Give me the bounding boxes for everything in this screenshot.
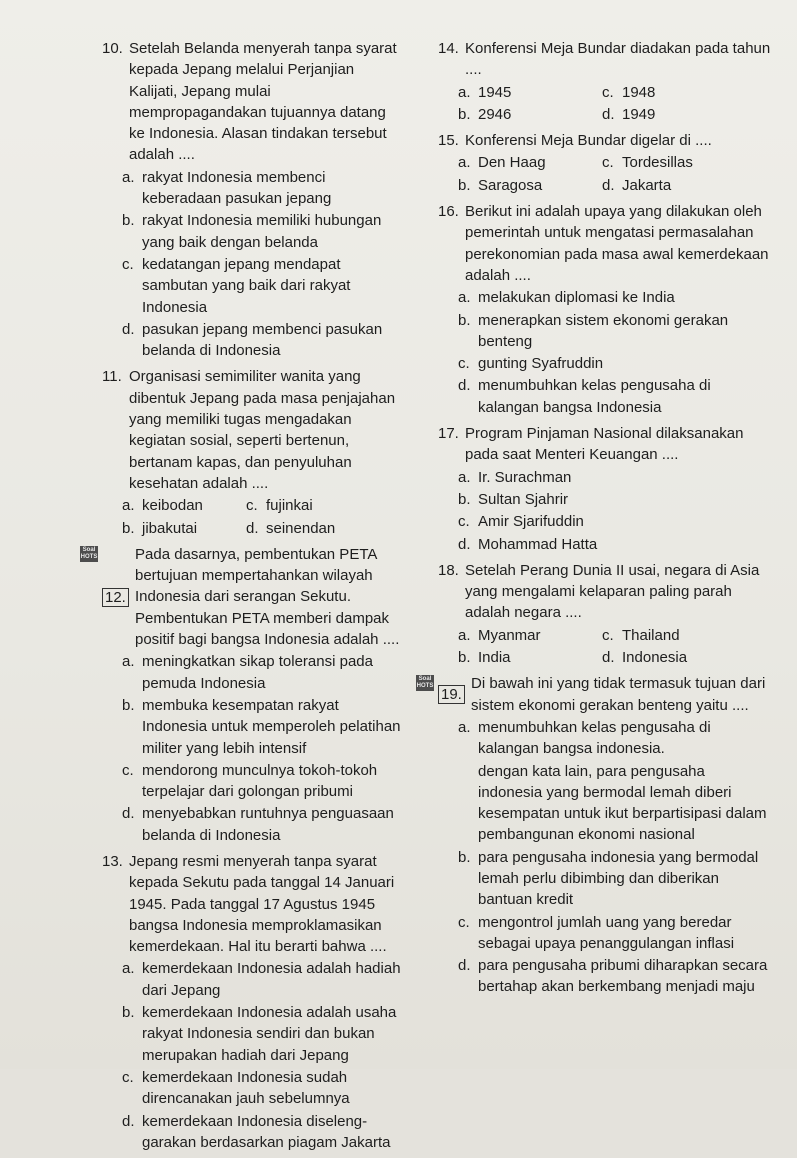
option-d: d. Indonesia — [602, 649, 688, 667]
question-14 — [438, 38, 772, 125]
question-number: 19. — [438, 685, 465, 704]
option-b: b. Saragosa — [458, 176, 543, 194]
question-number: 15. — [438, 132, 459, 150]
question-11 — [102, 366, 404, 538]
option-a-continued: dengan kata lain, para pengusaha indonesia yang bermodal lemah diberi kesempatan untuk ikut berpartisipasi dalam pembangunan ekonomi nasional — [478, 762, 767, 844]
question-10 — [102, 38, 404, 361]
option-a: a. menumbuhkan kelas pengusaha di kalangan bangsa indonesia. — [458, 718, 711, 758]
option-a: a. rakyat Indonesia membenci keberadaan pasukan jepang — [122, 168, 332, 208]
option-a: a. meningkatkan sikap toleransi pada pemuda Indonesia — [122, 653, 373, 692]
option-c: c. gunting Syafruddin — [458, 355, 604, 373]
question-text: Organisasi semimiliter wanita yang dibentuk Jepang pada masa penjajahan yang memiliki tugas mengadakan kegiatan sosial, seperti bertenun, bertanam kapas, dan penyuluhan kesehatan adalah .... — [129, 368, 396, 492]
question-text: Berikut ini adalah upaya yang dilakukan oleh pemerintah untuk mengatasi permasalahan perekonomian pada masa awal kemerdekaan adalah .... — [465, 203, 769, 284]
option-c: c. Tordesillas — [602, 154, 693, 172]
option-c: c. kedatangan jepang mendapat sambutan yang baik dari rakyat Indonesia — [122, 255, 351, 316]
option-b: b. jibakutai — [122, 519, 198, 537]
option-d: d. menumbuhkan kelas pengusaha di kalangan bangsa Indonesia — [458, 377, 711, 416]
question-number: 14. — [438, 40, 459, 57]
question-text: Setelah Perang Dunia II usai, negara di Asia yang mengalami kelaparan paling parah adalah negara .... — [465, 561, 760, 622]
question-13 — [102, 851, 404, 1153]
option-c: c. kemerdekaan Indonesia sudah direncanakan jauh sebelumnya — [122, 1068, 350, 1108]
option-d: d. menyebabkan runtuhnya penguasaan belanda di Indonesia — [122, 805, 394, 844]
option-d: d. pasukan jepang membenci pasukan belanda di Indonesia — [122, 320, 383, 360]
option-c: c. Thailand — [602, 626, 680, 644]
option-a: a. Myanmar — [458, 626, 541, 644]
option-a: a. 1945 — [458, 83, 512, 101]
option-c: c. 1948 — [602, 83, 656, 101]
option-b: b. India — [458, 649, 511, 667]
right-column — [416, 38, 772, 1003]
question-19 — [416, 673, 772, 997]
option-b: b. Sultan Sjahrir — [458, 490, 569, 508]
option-a: a. kemerdekaan Indonesia adalah hadiah dari Jepang — [122, 960, 401, 999]
question-text: Program Pinjaman Nasional dilaksanakan pada saat Menteri Keuangan .... — [465, 425, 744, 464]
question-text: Jepang resmi menyerah tanpa syarat kepada Sekutu pada tanggal 14 Januari 1945. Pada tanggal 17 Agustus 1945 bangsa Indonesia memproklamasikan kemerdekaan. Hal itu berarti bahwa .... — [129, 852, 395, 956]
option-a: a. Den Haag — [458, 154, 546, 172]
left-column — [80, 38, 404, 1158]
option-c: c. fujinkai — [246, 497, 313, 515]
question-text: Di bawah ini yang tidak termasuk tujuan dari sistem ekonomi gerakan benteng yaitu .... — [471, 675, 766, 714]
option-d: d. seinendan — [246, 519, 336, 537]
option-a: a. Ir. Surachman — [458, 468, 572, 486]
option-c: c. mendorong munculnya tokoh-tokoh terpelajar dari golongan pribumi — [122, 761, 378, 801]
question-number: 17. — [438, 425, 459, 443]
option-b: b. 2946 — [458, 105, 512, 123]
question-15 — [438, 130, 772, 196]
option-c: c. mengontrol jumlah uang yang beredar sebagai upaya penanggulangan inflasi — [458, 913, 735, 952]
option-a: a. melakukan diplomasi ke India — [458, 289, 675, 307]
question-12 — [80, 544, 404, 846]
option-b: b. kemerdekaan Indonesia adalah usaha rakyat Indonesia sendiri dan bukan merupakan hadiah dari Jepang — [122, 1004, 397, 1064]
option-b: b. membuka kesempatan rakyat Indonesia untuk memperoleh pelatihan militer yang lebih intensif — [122, 696, 401, 757]
hots-badge: Soal HOTS — [80, 546, 98, 560]
option-b: b. para pengusaha indonesia yang bermodal lemah perlu dibimbing dan diberikan bantuan kredit — [458, 848, 759, 909]
question-18 — [438, 560, 772, 668]
question-number: 10. — [102, 40, 123, 57]
question-text: Setelah Belanda menyerah tanpa syarat kepada Jepang melalui Perjanjian Kalijati, Jepang mulai mempropagandakan tujuannya datang ke Indonesia. Alasan tindakan tersebut adalah .... — [129, 40, 397, 164]
option-a: a. keibodan — [122, 497, 203, 515]
option-d: d. para pengusaha pribumi diharapkan secara bertahap akan berkembang menjadi maju — [458, 957, 768, 996]
question-number: 16. — [438, 203, 459, 221]
question-16 — [438, 201, 772, 418]
option-b: b. rakyat Indonesia memiliki hubungan yang baik dengan belanda — [122, 212, 382, 251]
option-b: b. menerapkan sistem ekonomi gerakan benteng — [458, 311, 729, 350]
hots-badge: Soal HOTS — [416, 676, 434, 690]
question-number: 13. — [102, 852, 123, 870]
question-text: Pada dasarnya, pembentukan PETA bertujuan mempertahankan wilayah Indonesia dari serangan Sekutu. Pembentukan PETA memberi dampak positif bagi bangsa Indonesia adalah .... — [135, 545, 400, 649]
question-text: Konferensi Meja Bundar diadakan pada tahun .... — [465, 40, 771, 79]
option-d: d. 1949 — [602, 105, 656, 123]
option-c: c. Amir Sjarifuddin — [458, 513, 584, 531]
option-d: d. Jakarta — [602, 176, 672, 194]
question-number: 11. — [102, 368, 122, 386]
option-d: d. Mohammad Hatta — [458, 535, 598, 553]
option-d: d. kemerdekaan Indonesia diseleng-garakan berdasarkan piagam Jakarta — [122, 1112, 391, 1151]
question-number: 18. — [438, 561, 459, 579]
question-text: Konferensi Meja Bundar digelar di .... — [465, 132, 712, 150]
question-17 — [438, 423, 772, 555]
question-number: 12. — [102, 588, 129, 607]
